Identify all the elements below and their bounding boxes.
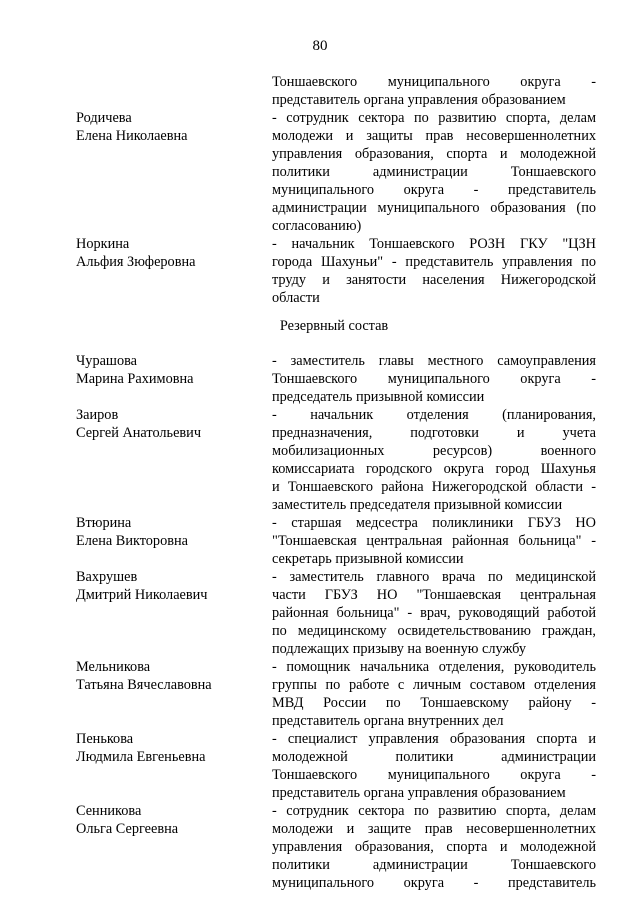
role-line: председатель призывной комиссии <box>272 389 485 405</box>
member-given-names: Дмитрий Николаевич <box>76 587 208 603</box>
role-line: МВД России по Тоншаевскому району - <box>272 695 596 711</box>
role-line: Тоншаевского муниципального округа - <box>272 767 596 783</box>
role-line: районная больница" - врач, руководящий работой <box>272 605 596 621</box>
role-line: - помощник начальника отделения, руководитель <box>272 659 596 675</box>
member-surname: Норкина <box>76 236 130 252</box>
role-line: по медицинскому освидетельствованию граждан, <box>272 623 596 639</box>
role-line: секретарь призывной комиссии <box>272 551 464 567</box>
role-line: мобилизационных ресурсов) военного <box>272 443 596 459</box>
member-given-names: Сергей Анатольевич <box>76 425 202 441</box>
role-line: подлежащих призыву на военную службу <box>272 641 527 657</box>
role-line: политики администрации Тоншаевского <box>272 164 596 180</box>
role-line: комиссариата городского округа город Шахунья <box>272 461 596 477</box>
member-given-names: Ольга Сергеевна <box>76 821 179 837</box>
role-line: Тоншаевского муниципального округа - <box>272 371 596 387</box>
role-line: - заместитель главы местного самоуправления <box>272 353 596 369</box>
role-line: администрации муниципального образования (по <box>272 200 596 216</box>
role-line: молодежи и защиты прав несовершеннолетних <box>272 128 596 144</box>
member-surname: Сенникова <box>76 803 142 819</box>
role-line: согласованию) <box>272 218 362 234</box>
role-line: Тоншаевского муниципального округа - <box>272 74 596 90</box>
member-surname: Родичева <box>76 110 132 126</box>
page-number: 80 <box>312 38 328 54</box>
member-surname: Мельникова <box>76 659 151 675</box>
member-surname: Чурашова <box>76 353 137 369</box>
role-line: заместитель председателя призывной комиссии <box>272 497 563 513</box>
role-line: - специалист управления образования спорта и <box>272 731 596 747</box>
member-given-names: Альфия Зюферовна <box>76 254 196 270</box>
role-line: политики администрации Тоншаевского <box>272 857 596 873</box>
role-line: представитель органа управления образованием <box>272 92 566 108</box>
member-surname: Заиров <box>76 407 119 423</box>
role-line: молодежи и защите прав несовершеннолетних <box>272 821 596 837</box>
member-given-names: Татьяна Вячеславовна <box>76 677 212 693</box>
role-line: группы по работе с личным составом отделения <box>272 677 596 693</box>
role-line: управления образования, спорта и молодежной <box>272 146 596 162</box>
role-line: - заместитель главного врача по медицинской <box>272 569 596 585</box>
member-given-names: Людмила Евгеньевна <box>76 749 206 765</box>
role-line: - начальник Тоншаевского РОЗН ГКУ "ЦЗН <box>272 236 596 252</box>
role-line: представитель органа внутренних дел <box>272 713 504 729</box>
role-line: управления образования, спорта и молодежной <box>272 839 596 855</box>
role-line: молодежной политики администрации <box>272 749 596 765</box>
section-heading: Резервный состав <box>279 318 389 334</box>
role-line: предназначения, подготовки и учета <box>272 425 596 441</box>
role-line: области <box>272 290 320 306</box>
role-line: труду и занятости населения Нижегородской <box>272 272 596 288</box>
role-line: муниципального округа - представитель <box>272 182 596 198</box>
role-line: муниципального округа - представитель <box>272 875 596 891</box>
member-given-names: Елена Николаевна <box>76 128 188 144</box>
member-given-names: Марина Рахимовна <box>76 371 194 387</box>
role-line: города Шахуньи" - представитель управления по <box>272 254 596 270</box>
role-line: - сотрудник сектора по развитию спорта, делам <box>272 803 596 819</box>
role-line: представитель органа управления образованием <box>272 785 566 801</box>
member-surname: Вахрушев <box>76 569 138 585</box>
role-line: - сотрудник сектора по развитию спорта, делам <box>272 110 596 126</box>
role-line: части ГБУЗ НО "Тоншаевская центральная <box>272 587 596 603</box>
role-line: - старшая медсестра поликлиники ГБУЗ НО <box>272 515 596 531</box>
role-line: и Тоншаевского района Нижегородской области - <box>272 479 596 495</box>
member-given-names: Елена Викторовна <box>76 533 188 549</box>
role-line: "Тоншаевская центральная районная больница" - <box>272 533 596 549</box>
role-line: - начальник отделения (планирования, <box>272 407 596 423</box>
member-surname: Пенькова <box>76 731 134 747</box>
member-surname: Втюрина <box>76 515 132 531</box>
